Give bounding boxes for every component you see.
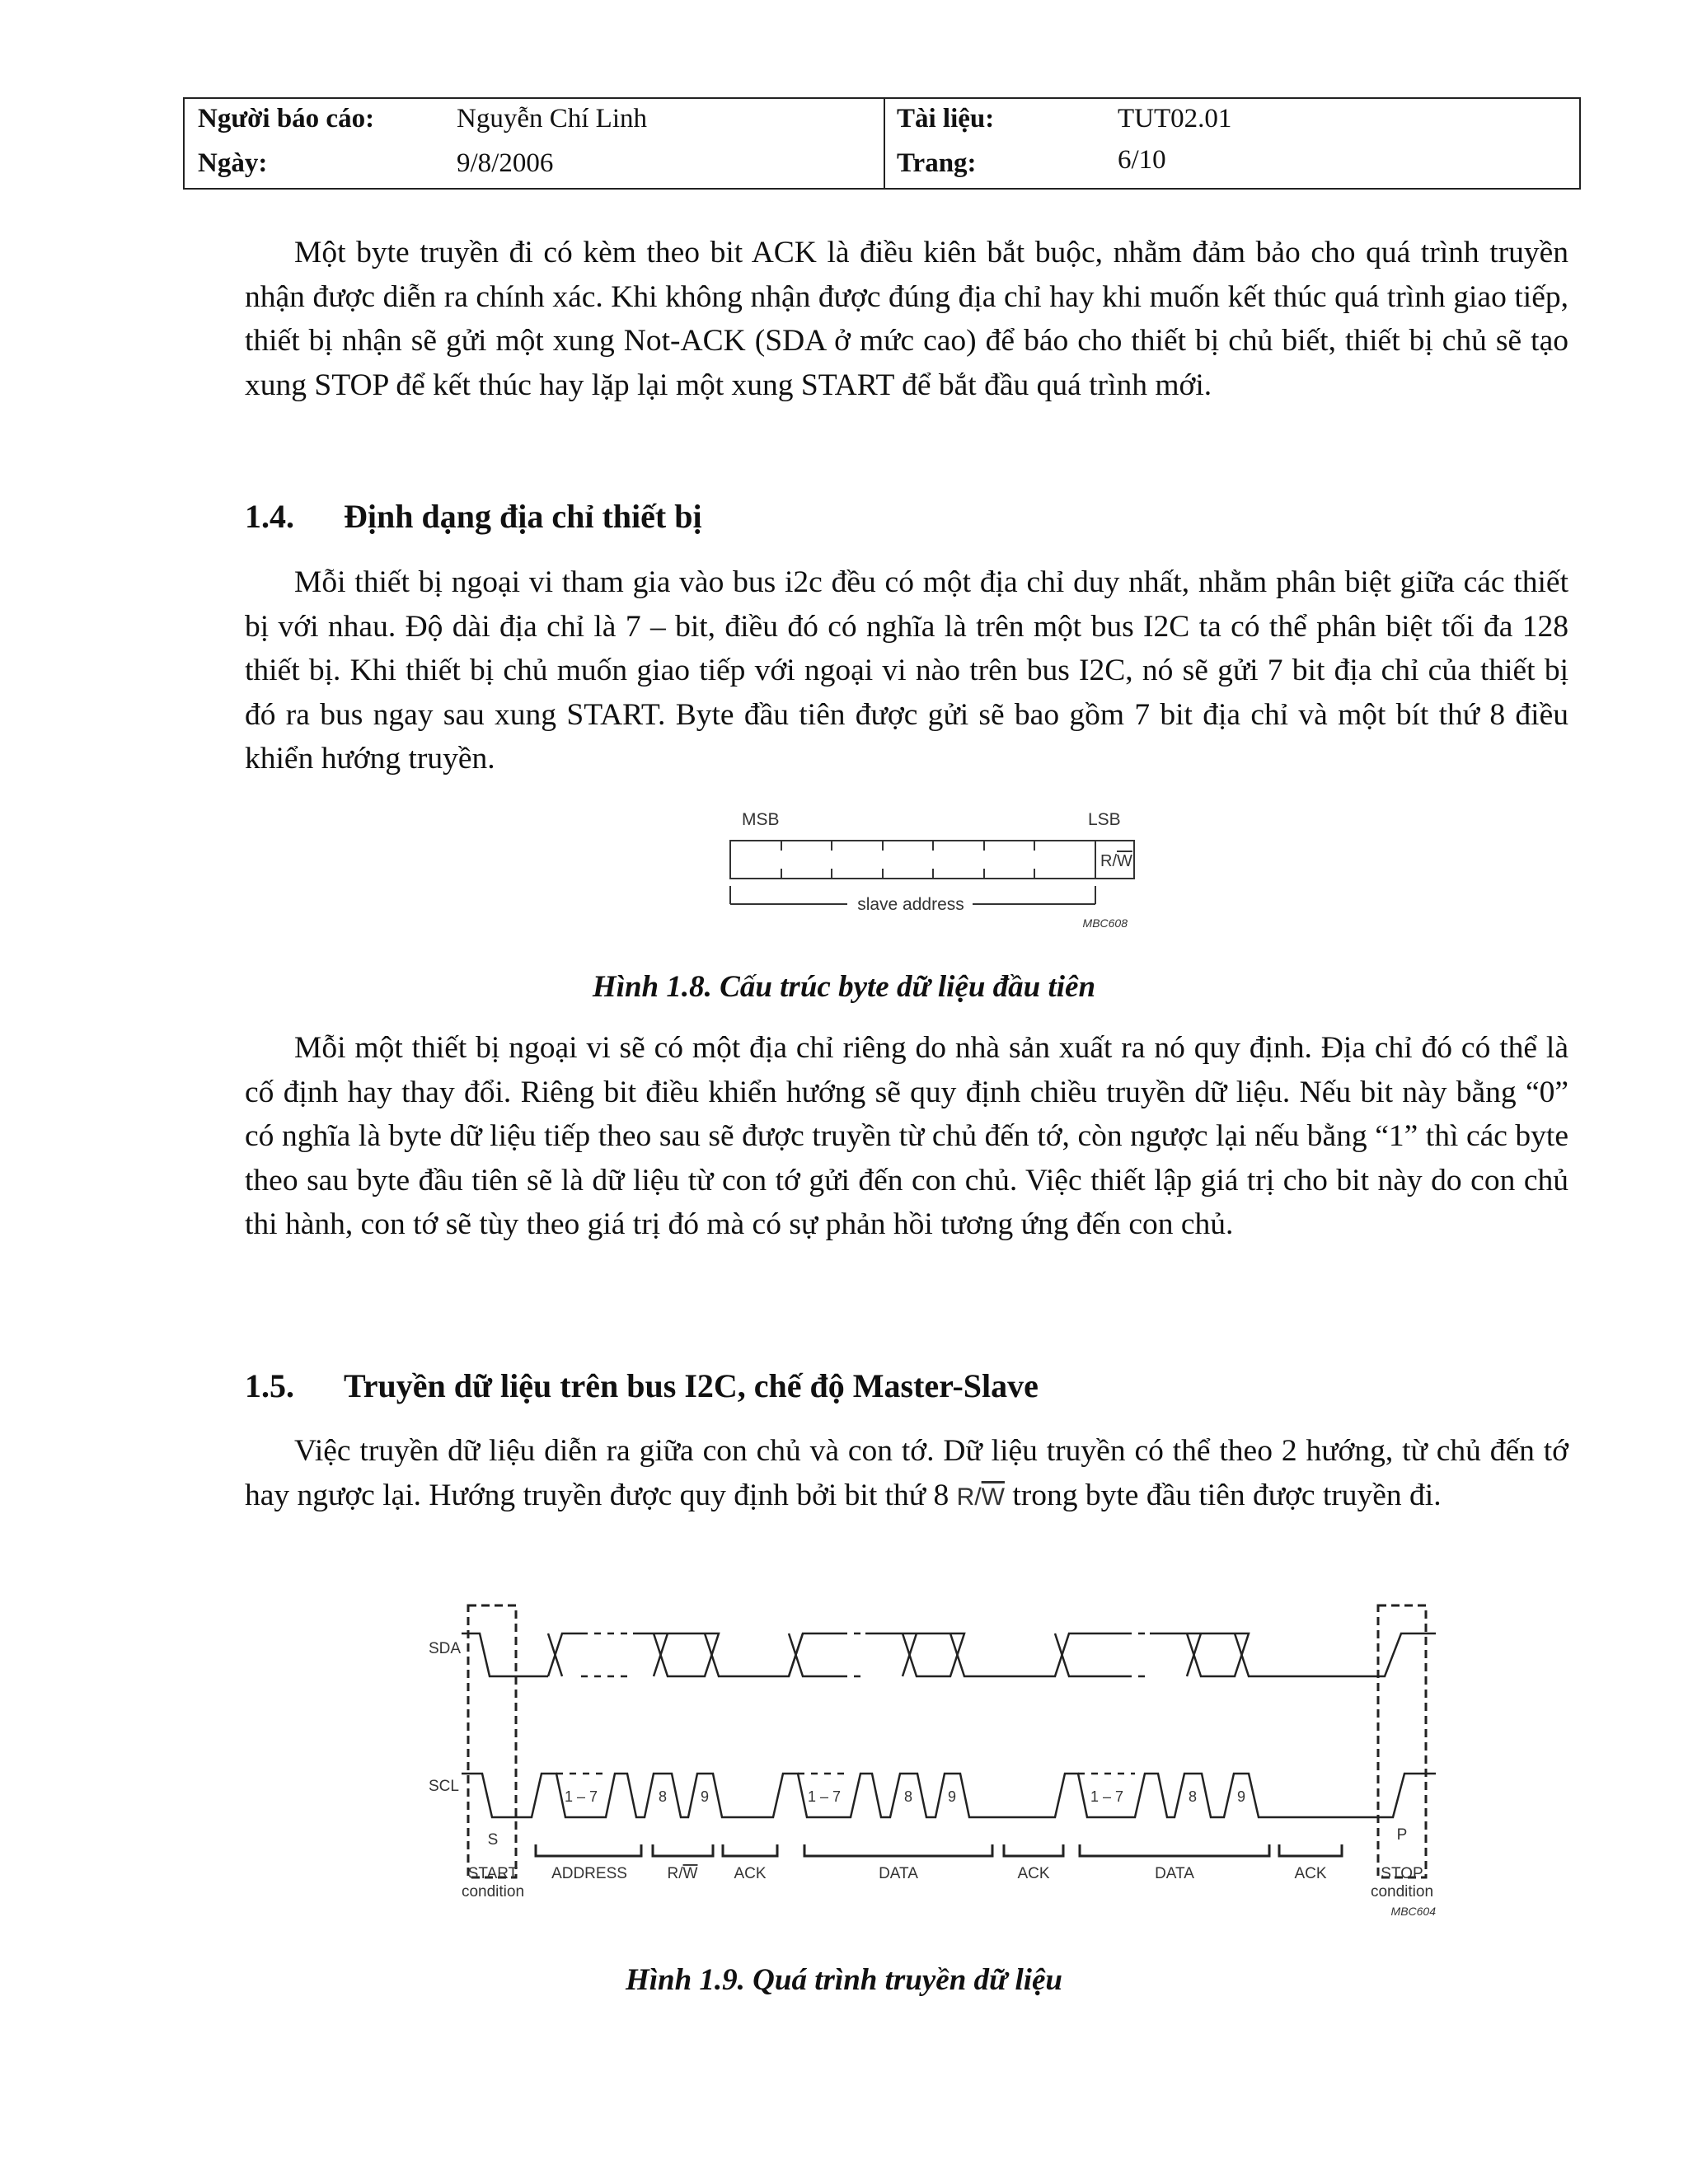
- section-title: Định dạng địa chỉ thiết bị: [344, 498, 702, 535]
- stop-condition-label: STOP: [1381, 1865, 1423, 1882]
- start-condition-label-2: condition: [461, 1883, 525, 1900]
- header-table: [183, 97, 1581, 190]
- scl-label: SCL: [429, 1778, 459, 1795]
- figure-1-8-caption: Hình 1.8. Cấu trúc byte dữ liệu đầu tiên: [592, 970, 1096, 1004]
- figure-code: MBC604: [1390, 1905, 1436, 1918]
- pulse-8-label: 8: [1188, 1788, 1198, 1805]
- pulse-8-label: 8: [903, 1788, 913, 1805]
- section-heading-1-5: [245, 1366, 1039, 1405]
- page-value: 6/10: [1118, 145, 1166, 175]
- sda-waveform: [462, 1633, 1436, 1676]
- date-label: Ngày:: [198, 148, 268, 178]
- section-heading-1-4: [245, 497, 702, 536]
- stop-condition-label-2: condition: [1370, 1883, 1434, 1900]
- rw-symbol: $R/\overline{W}$: [956, 1483, 1005, 1511]
- figure-code: MBC608: [1082, 916, 1128, 930]
- pulse-9-label: 9: [700, 1788, 710, 1805]
- reporter-label: Người báo cáo:: [198, 104, 375, 134]
- ack-label: ACK: [1017, 1865, 1050, 1882]
- figure-data-transfer-timing: [420, 1591, 1451, 1929]
- paragraph-transfer: Việc truyền dữ liệu diễn ra giữa con chủ và con tớ. Dữ liệu truyền có thể theo 2 hướng, từ chủ đến tớ hay ngược lại. Hướng truyền được quy định bởi bit thứ 8 $R/\overline{W}$ trong byte đầu tiên được truyền đi.: [245, 1434, 1568, 1512]
- ack-label: ACK: [1294, 1865, 1327, 1882]
- paragraph-address: Mỗi thiết bị ngoại vi tham gia vào bus i2c đều có một địa chỉ duy nhất, nhằm phân biệt giữa các thiết bị với nhau. Độ dài địa chỉ là 7 – bit, điều đó có nghĩa là trên một bus I2C ta có thể phân biệt tối đa 128 thiết bị. Khi thiết bị chủ muốn giao tiếp với ngoại vi nào trên bus I2C, nó sẽ gửi 7 bit địa chỉ của thiết bị đó ra bus ngay sau xung START. Byte đầu tiên được gửi sẽ bao gồm 7 bit địa chỉ và một bít thứ 8 điều khiển hướng truyền.: [245, 565, 1568, 776]
- address-label: ADDRESS: [551, 1865, 627, 1882]
- doc-value: TUT02.01: [1118, 104, 1232, 134]
- lsb-label: LSB: [1088, 810, 1121, 829]
- pulse-1-7-label: 1 – 7: [1090, 1788, 1124, 1805]
- figure-1-9-caption: Hình 1.9. Quá trình truyền dữ liệu: [625, 1963, 1063, 1997]
- rw-bit-label: R/W: [1100, 852, 1132, 870]
- section-title: Truyền dữ liệu trên bus I2C, chế độ Master-Slave: [344, 1367, 1039, 1404]
- section-number: 1.4.: [245, 498, 294, 535]
- figure-first-byte-structure: [725, 804, 1146, 935]
- pulse-9-label: 9: [1236, 1788, 1246, 1805]
- pulse-1-7-label: 1 – 7: [807, 1788, 842, 1805]
- slave-address-label: slave address: [857, 895, 964, 914]
- pulse-1-7-label: 1 – 7: [564, 1788, 598, 1805]
- reporter-value: Nguyễn Chí Linh: [457, 104, 647, 134]
- start-s-label: S: [487, 1831, 499, 1849]
- paragraph-ack: Một byte truyền đi có kèm theo bit ACK là điều kiên bắt buộc, nhằm đảm bảo cho quá trình truyền nhận được diễn ra chính xác. Khi không nhận được đúng địa chỉ hay khi muốn kết thúc quá trình giao tiếp, thiết bị nhận sẽ gửi một xung Not-ACK (SDA ở mức cao) để báo cho thiết bị chủ biết, thiết bị chủ sẽ tạo xung STOP để kết thúc hay lặp lại một xung START để bắt đầu quá trình mới.: [245, 236, 1568, 402]
- pulse-9-label: 9: [947, 1788, 957, 1805]
- section-number: 1.5.: [245, 1367, 294, 1404]
- data-label: DATA: [1155, 1865, 1194, 1882]
- sda-label: SDA: [429, 1640, 462, 1657]
- doc-label: Tài liệu:: [897, 104, 995, 134]
- data-label: DATA: [879, 1865, 918, 1882]
- msb-label: MSB: [742, 810, 780, 829]
- ack-label: ACK: [734, 1865, 767, 1882]
- rw-label: R/W: [667, 1865, 698, 1882]
- date-value: 9/8/2006: [457, 148, 554, 178]
- start-condition-label: START: [467, 1865, 518, 1882]
- pulse-8-label: 8: [658, 1788, 668, 1805]
- paragraph-direction-bit: Mỗi một thiết bị ngoại vi sẽ có một địa chỉ riêng do nhà sản xuất ra nó quy định. Địa chỉ đó có thể là cố định hay thay đổi. Riêng bit điều khiển hướng sẽ quy định chiều truyền dữ liệu. Nếu bit này bằng “0” có nghĩa là byte dữ liệu tiếp theo sau sẽ được truyền từ chủ đến tớ, còn ngược lại nếu bằng “1” thì các byte theo sau byte đầu tiên sẽ là dữ liệu từ con tớ gửi đến con chủ. Việc thiết lập giá trị cho bit này do con chủ thi hành, con tớ sẽ tùy theo giá trị đó mà có sự phản hồi tương ứng đến con chủ.: [245, 1031, 1568, 1241]
- header-divider: [884, 99, 885, 188]
- stop-p-label: P: [1396, 1826, 1408, 1844]
- group-brackets: [536, 1844, 1342, 1856]
- page-label: Trang:: [897, 148, 977, 178]
